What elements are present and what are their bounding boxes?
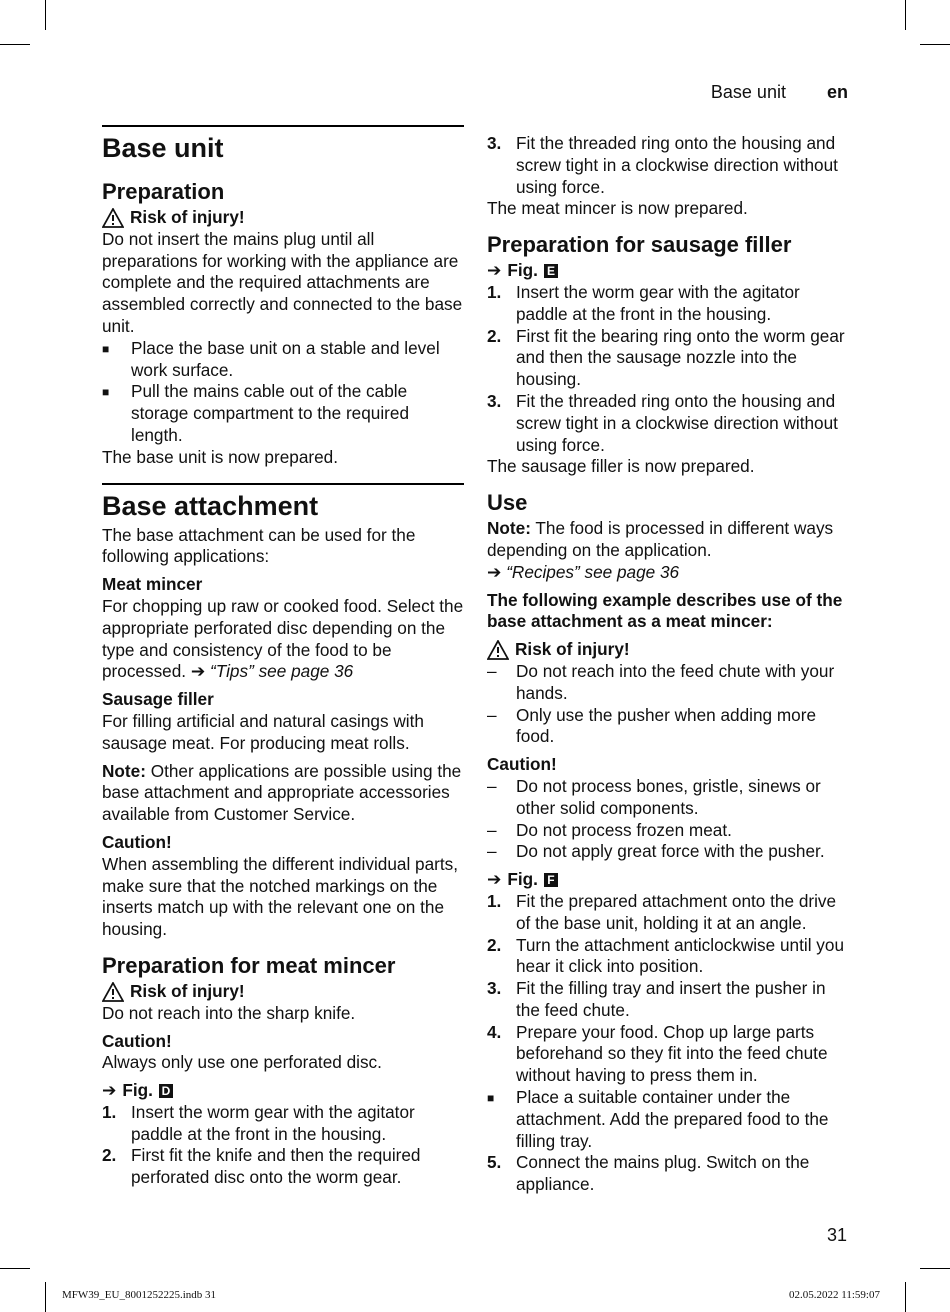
numbered-list (102, 1102, 464, 1189)
note: Note: The food is processed in different ways depending on the application. (487, 518, 834, 560)
list-item: – Do not reach into the feed chute with your hands. (487, 660, 835, 703)
figure-reference: ➔ Fig. E (487, 260, 852, 282)
prep-mincer-heading: Preparation for meat mincer (102, 952, 396, 978)
footer-timestamp: 02.05.2022 11:59:07 (789, 1289, 880, 1301)
figure-letter: F (544, 873, 558, 887)
page-number: 31 (826, 1225, 847, 1245)
result-text: The base unit is now prepared. (102, 446, 338, 467)
subheading-meat-mincer: Meat mincer (102, 574, 203, 595)
result-text: The sausage filler is now prepared. (487, 456, 755, 477)
cross-reference: ➔ “Recipes” see page 36 (487, 561, 680, 582)
warning: Risk of injury! (102, 981, 464, 1003)
list-item: 2. First fit the knife and then the required perforated disc onto the worm gear. (102, 1145, 421, 1188)
preparation-heading: Preparation (102, 179, 225, 204)
subheading-sausage-filler: Sausage filler (102, 689, 214, 710)
warning-icon (102, 982, 124, 1002)
list-item: ■ Place a suitable container under the attachment. Add the prepared food to the filling tray. (487, 1087, 829, 1151)
running-header (711, 82, 848, 103)
figure-reference: ➔ Fig. D (102, 1080, 464, 1102)
result-text: The meat mincer is now prepared. (487, 198, 748, 219)
header-language: en (826, 82, 848, 102)
arrow-icon: ➔ (487, 260, 502, 281)
intro-text: The base attachment can be used for the following applications: (102, 524, 416, 567)
list-item: ■ Place the base unit on a stable and level work surface. (102, 337, 440, 380)
example-text: The following example describes use of the base attachment as a meat mincer: (487, 589, 843, 632)
right-column (487, 133, 852, 1196)
use-heading: Use (487, 490, 528, 516)
bullet-list (102, 338, 464, 447)
arrow-icon: ➔ (102, 1080, 117, 1101)
list-item: ■ Pull the mains cable out of the cable storage compartment to the required length. (102, 381, 410, 445)
crop-mark (45, 1282, 46, 1312)
figure-reference: ➔ Fig. F (487, 869, 852, 891)
caution-heading: Caution! (102, 831, 172, 852)
crop-mark (905, 1282, 906, 1312)
list-item: 2. First fit the bearing ring onto the worm gear and then the sausage nozzle into the housing. (487, 325, 845, 390)
crop-mark (920, 44, 950, 45)
warning-icon (487, 640, 509, 660)
caution-text: When assembling the different individual parts, make sure that the notched markings on the inserts match up with the relevant one on the housing. (102, 853, 459, 940)
warning-icon (102, 208, 124, 228)
list-item: 1. Insert the worm gear with the agitator paddle at the front in the housing. (487, 281, 800, 324)
cross-reference: “Tips” see page 36 (210, 661, 354, 682)
paragraph: For filling artificial and natural casings with sausage meat. For producing meat rolls. (102, 710, 424, 753)
crop-mark (45, 0, 46, 30)
arrow-icon: ➔ (487, 561, 502, 582)
figure-letter: D (159, 1084, 173, 1098)
numbered-list (487, 891, 852, 1196)
caution-text: Always only use one perforated disc. (102, 1052, 382, 1073)
warning: Risk of injury! (487, 639, 852, 661)
crop-mark (0, 44, 30, 45)
warning-text: Do not reach into the sharp knife. (102, 1002, 356, 1023)
crop-mark (905, 0, 906, 30)
list-item: – Do not process bones, gristle, sinews or other solid components. (487, 775, 821, 818)
page-title: Base unit (102, 133, 224, 163)
filler-heading: Preparation for sausage filler (487, 232, 792, 258)
section-title: Base attachment (102, 490, 319, 521)
list-item: 1. Fit the prepared attachment onto the drive of the base unit, holding it at an angle. (487, 890, 837, 933)
arrow-icon: ➔ (487, 869, 502, 890)
list-item: – Do not apply great force with the pusher. (487, 841, 825, 862)
header-section: Base unit (710, 82, 786, 102)
footer-file: MFW39_EU_8001252225.indb 31 (62, 1289, 216, 1301)
left-column (102, 125, 464, 1189)
crop-mark (920, 1268, 950, 1269)
crop-mark (0, 1268, 30, 1269)
paragraph: For chopping up raw or cooked food. Select the appropriate perforated disc depending on the type and consistency of the food to be processed. ➔ “Tips” see page 36 (102, 595, 464, 682)
dash-list (487, 776, 852, 863)
numbered-list (487, 282, 852, 456)
note: Note: Other applications are possible using the base attachment and appropriate accessories available from Customer Service. (102, 760, 462, 825)
dash-list (487, 661, 852, 748)
list-item: 1. Insert the worm gear with the agitator paddle at the front in the housing. (102, 1101, 415, 1144)
caution-heading: Caution! (487, 754, 557, 775)
list-item: 4. Prepare your food. Chop up large parts beforehand so they fit into the feed chute without having to press them in. (487, 1021, 828, 1086)
list-item: 5. Connect the mains plug. Switch on the appliance. (487, 1152, 810, 1195)
arrow-icon: ➔ (190, 661, 206, 682)
warning-text: Do not insert the mains plug until all preparations for working with the appliance are complete and the required attachments are assembled correctly and connected to the base unit. (102, 228, 463, 336)
figure-letter: E (544, 264, 558, 278)
list-item: 2. Turn the attachment anticlockwise until you hear it click into position. (487, 934, 844, 977)
warning: Risk of injury! (102, 207, 464, 229)
list-item: 3. Fit the threaded ring onto the housing and screw tight in a clockwise direction without using force. (487, 390, 838, 455)
list-item: – Only use the pusher when adding more food. (487, 704, 817, 747)
list-item: 3. Fit the threaded ring onto the housing and screw tight in a clockwise direction without using force. (487, 133, 838, 197)
list-item: 3. Fit the filling tray and insert the pusher in the feed chute. (487, 978, 826, 1020)
caution-heading: Caution! (102, 1030, 172, 1051)
list-item: – Do not process frozen meat. (487, 819, 732, 840)
